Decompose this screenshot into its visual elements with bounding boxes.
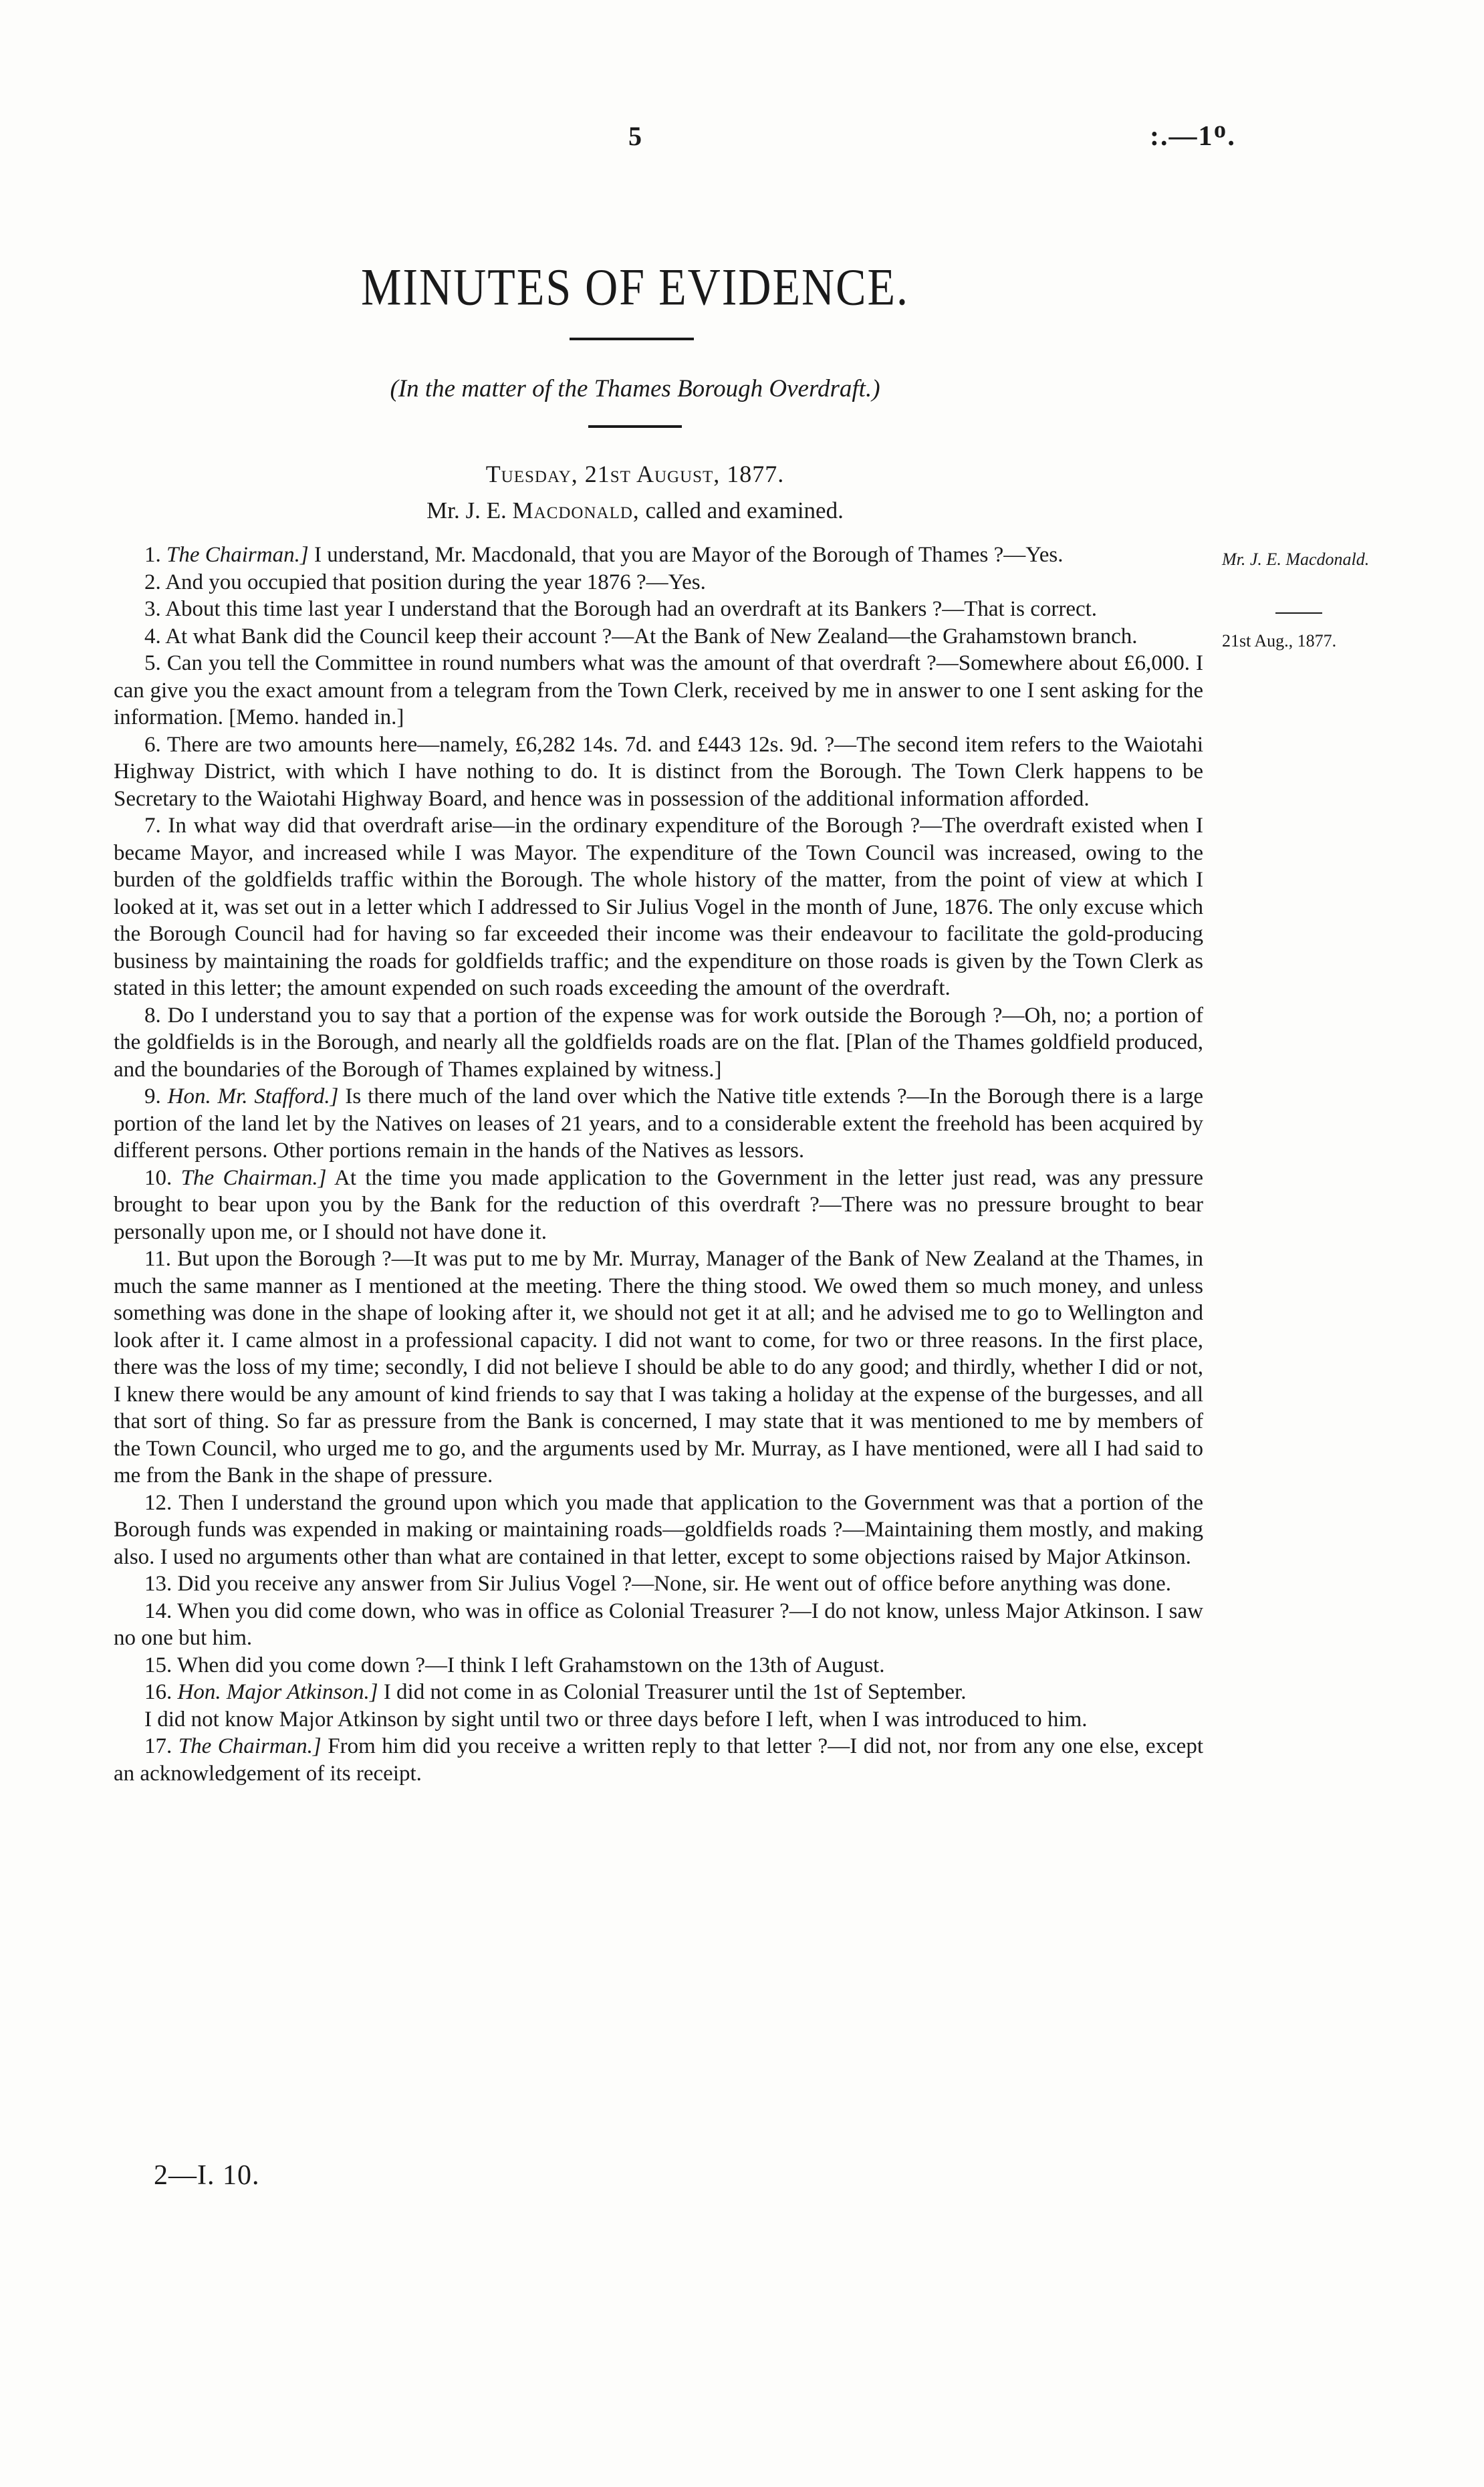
speaker-label: Hon. Major Atkinson.] (177, 1680, 378, 1704)
question-paragraph (114, 596, 1203, 623)
question-number: 12. (144, 1490, 172, 1515)
question-paragraph (114, 1598, 1203, 1652)
question-number: 10. (144, 1165, 172, 1190)
series-code: :.—1ᴼ. (1150, 121, 1236, 152)
question-text: At what Bank did the Council keep their account ?—At the Bank of New Zealand—the Grahamstown branch. (165, 624, 1138, 648)
question-text: About this time last year I understand that the Borough had an overdraft at its Bankers ?—That is correct. (165, 597, 1098, 621)
question-number: 15. (144, 1653, 172, 1677)
question-text: Is there much of the land over which the Native title extends ?—In the Borough there is a large portion of the land let by the Natives on leases of 21 years, and to a considerable extent the freehold has been acquired by different persons. Other portions remain in the hands of the Natives as lessors. (114, 1084, 1204, 1163)
speaker-label: The Chairman.] (180, 1165, 327, 1190)
signature-mark: 2—I. 10. (154, 2160, 260, 2191)
question-number: 14. (144, 1598, 172, 1623)
question-text: When you did come down, who was in office as Colonial Treasurer ?—I do not know, unless Major Atkinson. I saw no one but him. (114, 1598, 1203, 1650)
question-number: 6. (144, 732, 161, 757)
question-number: 7. (144, 814, 161, 838)
evidence-body (114, 542, 1203, 1787)
question-text: From him did you receive a written reply to that letter ?—I did not, nor from any one else, except an acknowledgement of its receipt. (114, 1734, 1203, 1786)
question-text: But upon the Borough ?—It was put to me by Mr. Murray, Manager of the Bank of New Zealand at the Thames, in much the same manner as I mentioned at the meeting. There the thing stood. We owed them so much money, and unless something was done in the shape of looking after it, we should not get it at all; and he advised me to go to Wellington and look after it. I came almost in a professional capacity. I did not want to come, for two or three reasons. In the first place, there was the loss of my time; secondly, I did not believe I should be able to do any good; and thirdly, whether I did or not, I knew there would be any amount of kind friends to say that I was taking a holiday at the expense of the burgesses, and all that sort of thing. So far as pressure from the Bank is concerned, I may state that it was mentioned to me by members of the Town Council, who urged me to go, and the arguments used by Mr. Murray, as I have mentioned, were all I had said to me from the Bank in the shape of pressure. (114, 1247, 1204, 1488)
subtitle-rule (588, 425, 682, 428)
question-text: Did you receive any answer from Sir Julius Vogel ?—None, sir. He went out of office before anything was done. (177, 1572, 1171, 1596)
speaker-label: The Chairman.] (166, 543, 309, 567)
question-text: Then I understand the ground upon which you made that application to the Government was that a portion of the Borough funds was expended in making or maintaining roads—goldfields roads ?—Maintaining them mostly, and making also. I used no arguments other than what are contained in that letter, except to some objections raised by Major Atkinson. (114, 1490, 1203, 1569)
subtitle: (In the matter of the Thames Borough Overdraft.) (390, 375, 880, 402)
question-text: I understand, Mr. Macdonald, that you are Mayor of the Borough of Thames ?—Yes. (314, 543, 1064, 567)
question-number: 16. (144, 1680, 172, 1704)
margin-rule (1275, 612, 1322, 614)
question-text: And you occupied that position during the year 1876 ?—Yes. (165, 570, 706, 594)
question-number: 17. (144, 1734, 172, 1758)
question-number: 4. (144, 624, 161, 648)
question-paragraph (114, 1165, 1203, 1246)
question-number: 11. (144, 1247, 172, 1271)
question-paragraph (114, 1706, 1203, 1734)
question-paragraph (114, 542, 1203, 569)
question-text: Can you tell the Committee in round numbers what was the amount of that overdraft ?—Somewhere about £6,000. I can give you the exact amount from a telegram from the Town Clerk, received by me in answer to one I sent asking for the information. [Memo. handed in.] (114, 651, 1204, 729)
speaker-label: The Chairman.] (178, 1734, 322, 1758)
question-number: 2. (144, 570, 161, 594)
question-paragraph (114, 1490, 1203, 1571)
question-paragraph (114, 569, 1203, 596)
question-number: 5. (144, 651, 161, 675)
question-paragraph (114, 1733, 1203, 1787)
speaker-label: Hon. Mr. Stafford.] (167, 1084, 339, 1108)
question-text: In what way did that overdraft arise—in the ordinary expenditure of the Borough ?—The overdraft existed when I became Mayor, and increased while I was Mayor. The expenditure of the Town Council was increased, owing to the burden of the goldfields traffic within the Borough. The whole history of the matter, from the point of view at which I looked at it, was set out in a letter which I addressed to Sir Julius Vogel in the month of June, 1876. The only excuse which the Borough Council had for having so far exceeded their income was their endeavour to facilitate the gold-producing business by maintaining the roads for goldfields traffic; and the expenditure on those roads is given by the Town Clerk as stated in this letter; the amount expended on such roads exceeding the amount of the overdraft. (114, 814, 1203, 1000)
question-paragraph (114, 1002, 1203, 1084)
question-text: At the time you made application to the Government in the letter just read, was any pressure brought to bear upon you by the Bank for the reduction of this overdraft ?—There was no pressure brought to bear personally upon me, or I should not have done it. (114, 1165, 1204, 1244)
question-paragraph (114, 650, 1203, 731)
question-paragraph (114, 623, 1203, 650)
question-paragraph (114, 812, 1203, 1002)
question-paragraph (114, 1570, 1203, 1598)
date-line: Tuesday, 21st August, 1877. (485, 461, 785, 487)
question-number: 13. (144, 1572, 172, 1596)
question-number: 3. (144, 597, 161, 621)
witness-line (0, 497, 1270, 524)
question-number: 1. (144, 543, 161, 567)
question-paragraph (114, 1679, 1203, 1706)
witness-suffix: called and examined. (645, 497, 844, 523)
question-text: I did not know Major Atkinson by sight until two or three days before I left, when I was introduced to him. (144, 1707, 1088, 1732)
question-text: When did you come down ?—I think I left Grahamstown on the 13th of August. (176, 1653, 885, 1677)
question-number: 8. (144, 1003, 161, 1028)
question-paragraph (114, 1083, 1203, 1165)
margin-date: 21st Aug., 1877. (1222, 631, 1337, 650)
margin-witness-name: Mr. J. E. Macdonald. (1222, 550, 1370, 569)
page-number: 5 (628, 121, 642, 151)
witness-name: Macdonald, (512, 497, 640, 523)
page-title: MINUTES OF EVIDENCE. (360, 257, 910, 316)
question-paragraph (114, 731, 1203, 813)
question-paragraph (114, 1246, 1203, 1490)
question-text: I did not come in as Colonial Treasurer until the 1st of September. (383, 1680, 967, 1704)
witness-prefix: Mr. J. E. (426, 497, 507, 523)
question-paragraph (114, 1652, 1203, 1679)
question-number: 9. (144, 1084, 161, 1108)
question-text: Do I understand you to say that a portion of the expense was for work outside the Borough ?—Oh, no; a portion of the goldfields is in the Borough, and nearly all the goldfields roads are on the flat. [Plan of the Thames goldfield produced, and the boundaries of the Borough of Thames explained by witness.] (114, 1003, 1203, 1082)
question-text: There are two amounts here—namely, £6,282 14s. 7d. and £443 12s. 9d. ?—The second item refers to the Waiotahi Highway District, with which I have nothing to do. It is distinct from the Borough. The Town Clerk happens to be Secretary to the Waiotahi Highway Board, and hence was in possession of the additional information afforded. (114, 732, 1203, 811)
title-rule (570, 338, 694, 340)
